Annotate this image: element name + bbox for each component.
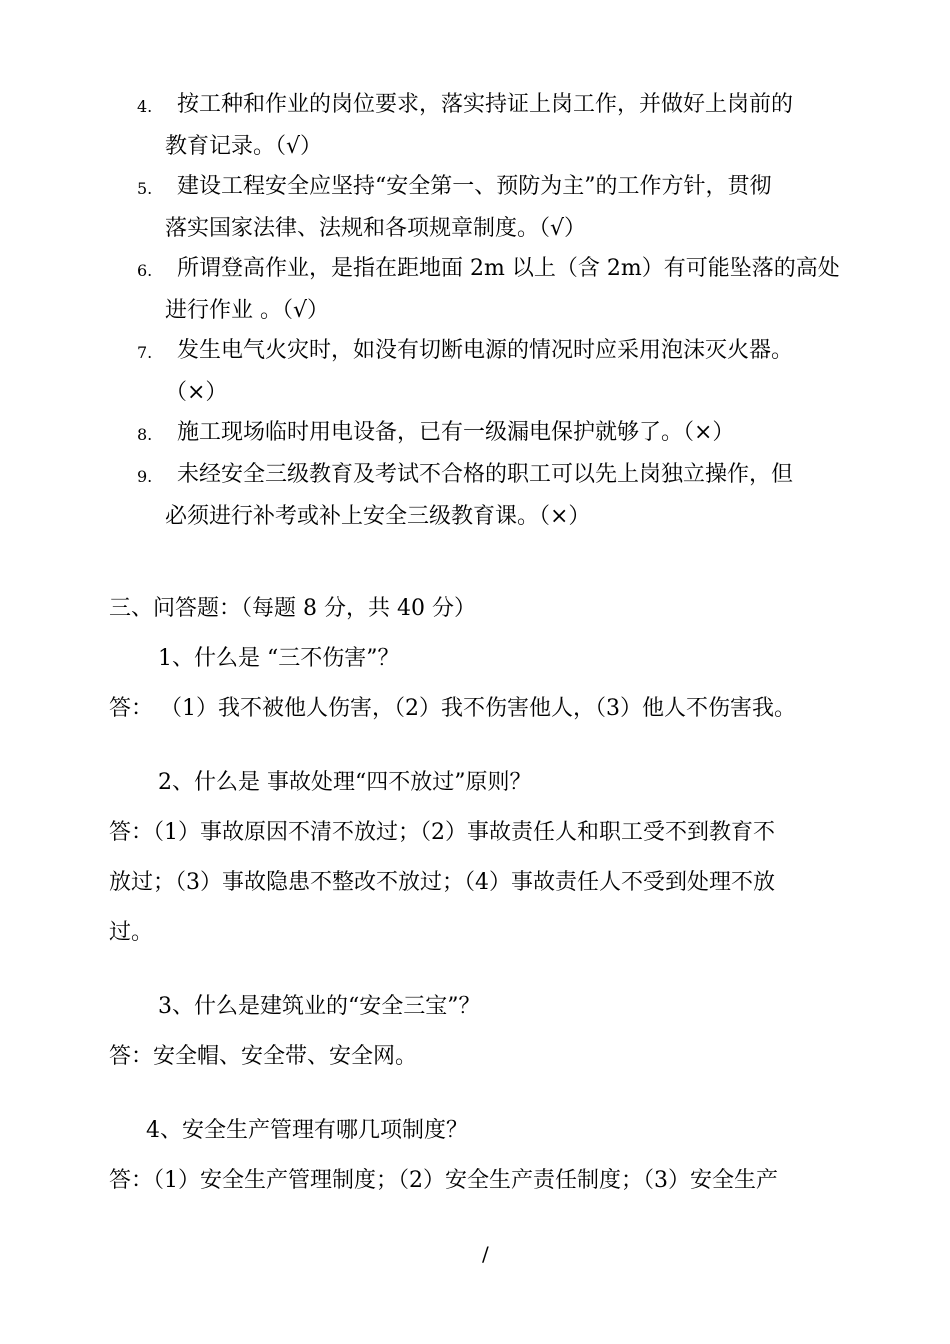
item-number: 9. bbox=[137, 467, 153, 486]
answer-2-line: 过。 bbox=[109, 920, 154, 945]
item-number: 6. bbox=[137, 261, 153, 280]
item-number: 8. bbox=[137, 425, 153, 444]
item-text-line: （×） bbox=[165, 380, 228, 405]
question-1: 1、什么是 “三不伤害”？ bbox=[158, 646, 400, 671]
item-text-line: 进行作业 。（√） bbox=[165, 298, 330, 323]
item-text-line: 教育记录。（√） bbox=[165, 134, 323, 159]
item-text-line: 未经安全三级教育及考试不合格的职工可以先上岗独立操作，但 bbox=[177, 462, 794, 487]
answer-4: 答：（1）安全生产管理制度；（2）安全生产责任制度；（3）安全生产 bbox=[109, 1168, 778, 1193]
answer-2-line: 答：（1）事故原因不清不放过；（2）事故责任人和职工受不到教育不 bbox=[109, 820, 775, 845]
item-text-line: 建设工程安全应坚持“安全第一、预防为主”的工作方针，贯彻 bbox=[177, 174, 772, 199]
question-4: 4、安全生产管理有哪几项制度？ bbox=[146, 1118, 468, 1143]
item-text-line: 按工种和作业的岗位要求，落实持证上岗工作，并做好上岗前的 bbox=[177, 92, 794, 117]
answer-3: 答：安全帽、安全带、安全网。 bbox=[109, 1044, 418, 1069]
item-number: 4. bbox=[137, 97, 153, 116]
question-2: 2、什么是 事故处理“四不放过”原则？ bbox=[158, 770, 532, 795]
item-text-line: 施工现场临时用电设备，已有一级漏电保护就够了。（×） bbox=[177, 420, 735, 445]
page-footer-mark: / bbox=[482, 1242, 489, 1266]
item-number: 5. bbox=[137, 179, 153, 198]
item-text-line: 落实国家法律、法规和各项规章制度。（√） bbox=[165, 216, 587, 241]
item-text-line: 必须进行补考或补上安全三级教育课。（×） bbox=[165, 504, 591, 529]
item-text-line: 所谓登高作业，是指在距地面 2m 以上（含 2m）有可能坠落的高处 bbox=[177, 256, 840, 281]
item-number: 7. bbox=[137, 343, 153, 362]
section-heading: 三、问答题：（每题 8 分，共 40 分） bbox=[109, 596, 476, 621]
answer-2-line: 放过；（3）事故隐患不整改不放过；（4）事故责任人不受到处理不放 bbox=[109, 870, 775, 895]
question-3: 3、什么是建筑业的“安全三宝”？ bbox=[158, 994, 481, 1019]
answer-1: 答： （1）我不被他人伤害，（2）我不伤害他人，（3）他人不伤害我。 bbox=[109, 696, 796, 721]
item-text-line: 发生电气火灾时，如没有切断电源的情况时应采用泡沫灭火器。 bbox=[177, 338, 794, 363]
